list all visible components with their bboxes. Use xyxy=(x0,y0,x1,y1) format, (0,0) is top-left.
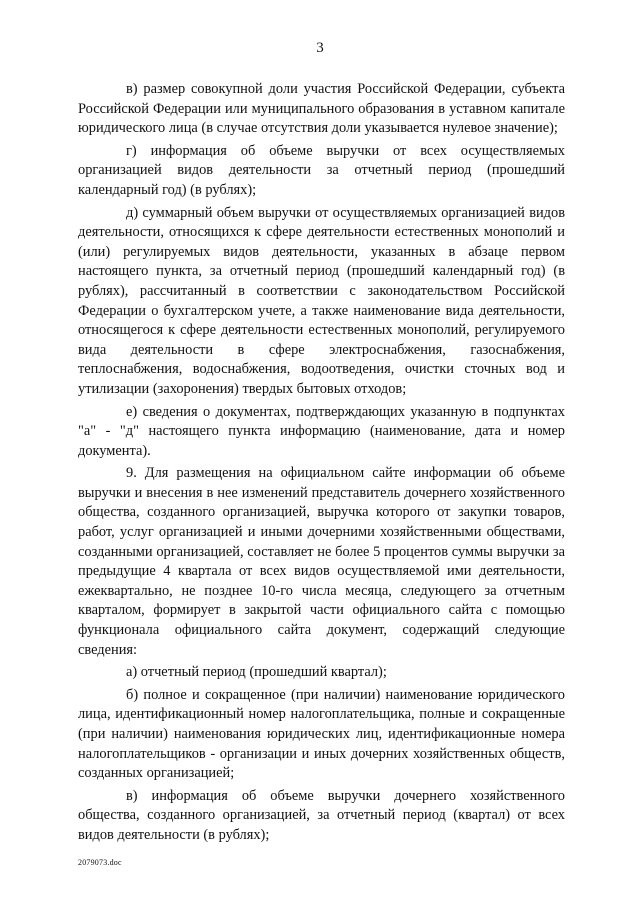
paragraph-d-total-revenue: д) суммарный объем выручки от осуществляемых организацией видов деятельности, относящихся к сфере деятельности естественных монополий и (или) регулируемых видов деятельности, указанных в абзаце первом настоящего пункта, за отчетный период (прошедший календарный год) (в рублях), рассчитанный в соответствии с законодательством Российской Федерации о бухгалтерском учете, а также наименование вида деятельности, относящегося к сфере деятельности естественных монополий, регулируемого вида деятельности в сфере электроснабжения, газоснабжения, теплоснабжения, водоснабжения, водоотведения, очистки сточных вод и утилизации (захоронения) твердых бытовых отходов; xyxy=(78,204,565,397)
paragraph-g-revenue: г) информация об объеме выручки от всех осуществляемых организацией видов деятельности за отчетный период (прошедший календарный год) (в рублях); xyxy=(78,142,565,198)
file-name-footer: 2079073.doc xyxy=(78,858,122,867)
paragraph-a-period: а) отчетный период (прошедший квартал); xyxy=(126,664,387,681)
paragraph-v-share: в) размер совокупной доли участия Российской Федерации, субъекта Российской Федерации или муниципального образования в уставном капитале юридического лица (в случае отсутствия доли указывается нулевое значение); xyxy=(78,81,565,137)
document-body xyxy=(78,80,565,849)
paragraph-v-revenue: в) информация об объеме выручки дочернего хозяйственного общества, созданного организацией, за отчетный период (квартал) от всех видов деятельности (в рублях); xyxy=(78,787,565,843)
paragraph-b-names: б) полное и сокращенное (при наличии) наименование юридического лица, идентификационный номер налогоплательщика, полные и сокращенные (при наличии) наименования юридических лиц, идентификационные номера налогоплательщиков - организации и иных дочерних хозяйственных обществ, созданных организацией; xyxy=(78,686,565,782)
paragraph-item-9: 9. Для размещения на официальном сайте информации об объеме выручки и внесения в нее изменений представитель дочернего хозяйственного общества, созданного организацией, выручка которого от закупки товаров, работ, услуг организацией и иными дочерними хозяйственными обществами, созданными организацией, составляет не более 5 процентов суммы выручки за предыдущие 4 квартала от всех видов осуществляемой ими деятельности, ежеквартально, не позднее 10-го числа месяца, следующего за отчетным кварталом, формирует в закрытой части официального сайта с помощью функционала официального сайта документ, содержащий следующие сведения: xyxy=(78,465,565,658)
paragraph-e-documents: е) сведения о документах, подтверждающих указанную в подпунктах "а" - "д" настоящего пункта информацию (наименование, дата и номер документа). xyxy=(78,403,565,459)
page-number: 3 xyxy=(316,40,324,56)
